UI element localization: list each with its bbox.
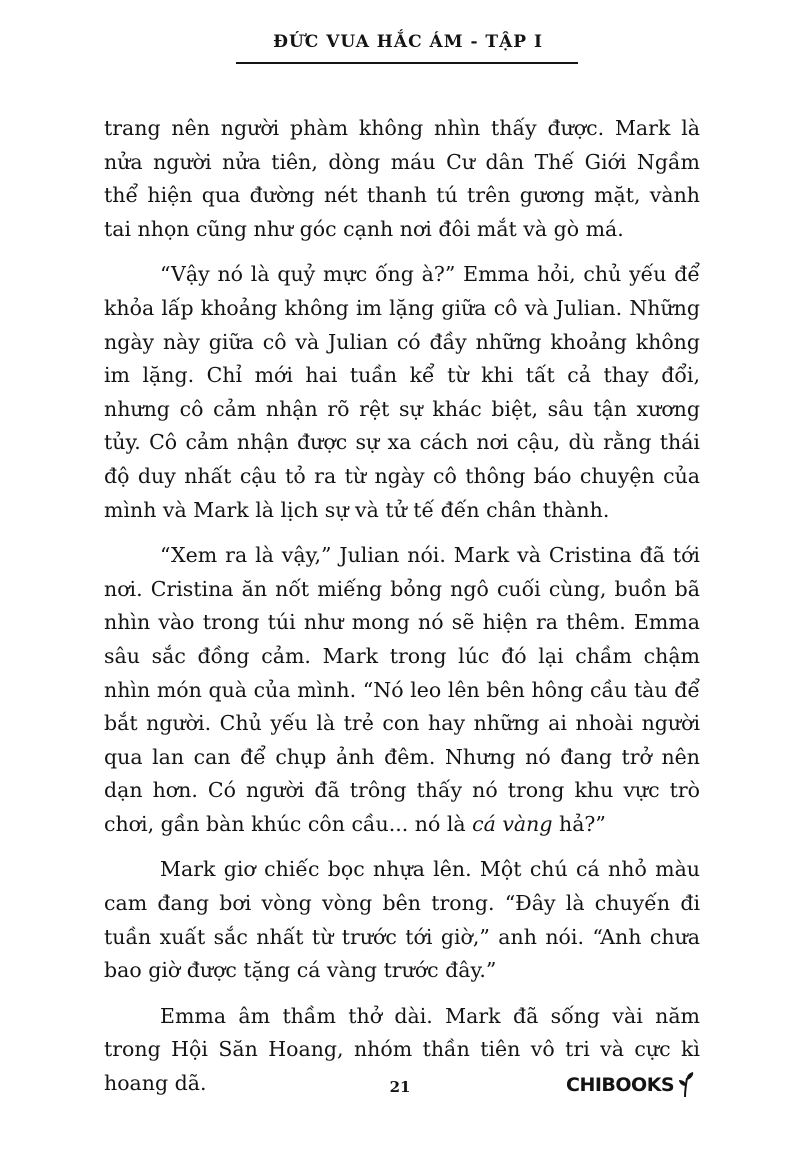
paragraph-3-text: “Xem ra là vậy,” Julian nói. Mark và Cristina đã tới nơi. Cristina ăn nốt miếng bỏng ngô cuối cùng, buồn bã nhìn vào trong túi như mong nó sẽ hiện ra thêm. Emma sâu sắc đồng cảm. Mark trong lúc đó lại chầm chậm nhìn món quà của mình. “Nó leo lên bên hông cầu tàu để bắt người. Chủ yếu là trẻ con hay những ai nhoài người qua lan can để chụp ảnh đêm. Nhưng nó đang trở nên dạn hơn. Có người đã trông thấy nó trong khu vực trò chơi, gần bàn khúc côn cầu... nó là [104, 543, 700, 836]
body-text [104, 112, 700, 1113]
page-number: 21 [389, 1078, 411, 1096]
paragraph-5: Emma âm thầm thở dài. Mark đã sống vài năm trong Hội Săn Hoang, nhóm thần tiên vô tri và cực kì hoang dã. [104, 1003, 700, 1096]
paragraph-2: “Vậy nó là quỷ mực ống à?” Emma hỏi, chủ yếu để khỏa lấp khoảng không im lặng giữa cô và Julian. Những ngày này giữa cô và Julian có đầy những khoảng không im lặng. Chỉ mới hai tuần kể từ khi tất cả thay đổi, nhưng cô cảm nhận rõ rệt sự khác biệt, sâu tận xương tủy. Cô cảm nhận được sự xa cách nơi cậu, dù rằng thái độ duy nhất cậu tỏ ra từ ngày cô thông báo chuyện của mình và Mark là lịch sự và tử tế đến chân thành. [104, 262, 700, 522]
publisher-name: CHIBOOKS [566, 1074, 675, 1096]
paragraph-3 [104, 539, 700, 841]
running-header: ĐỨC VUA HẮC ÁM - TẬP I [273, 32, 543, 52]
header-rule [236, 62, 578, 64]
leaf-sprout-icon [677, 1072, 695, 1098]
publisher-logo [566, 1072, 695, 1098]
paragraph-1: trang nên người phàm không nhìn thấy được. Mark là nửa người nửa tiên, dòng máu Cư dân Thế Giới Ngầm thể hiện qua đường nét thanh tú trên gương mặt, vành tai nhọn cũng như góc cạnh nơi đôi mắt và gò má. [104, 116, 700, 241]
paragraph-4: Mark giơ chiếc bọc nhựa lên. Một chú cá nhỏ màu cam đang bơi vòng vòng bên trong. “Đây là chuyến đi tuần xuất sắc nhất từ trước tới giờ,” anh nói. “Anh chưa bao giờ được tặng cá vàng trước đây.” [104, 857, 700, 983]
paragraph-3-tail: hả?” [552, 811, 606, 836]
italic-phrase: cá vàng [472, 811, 553, 836]
